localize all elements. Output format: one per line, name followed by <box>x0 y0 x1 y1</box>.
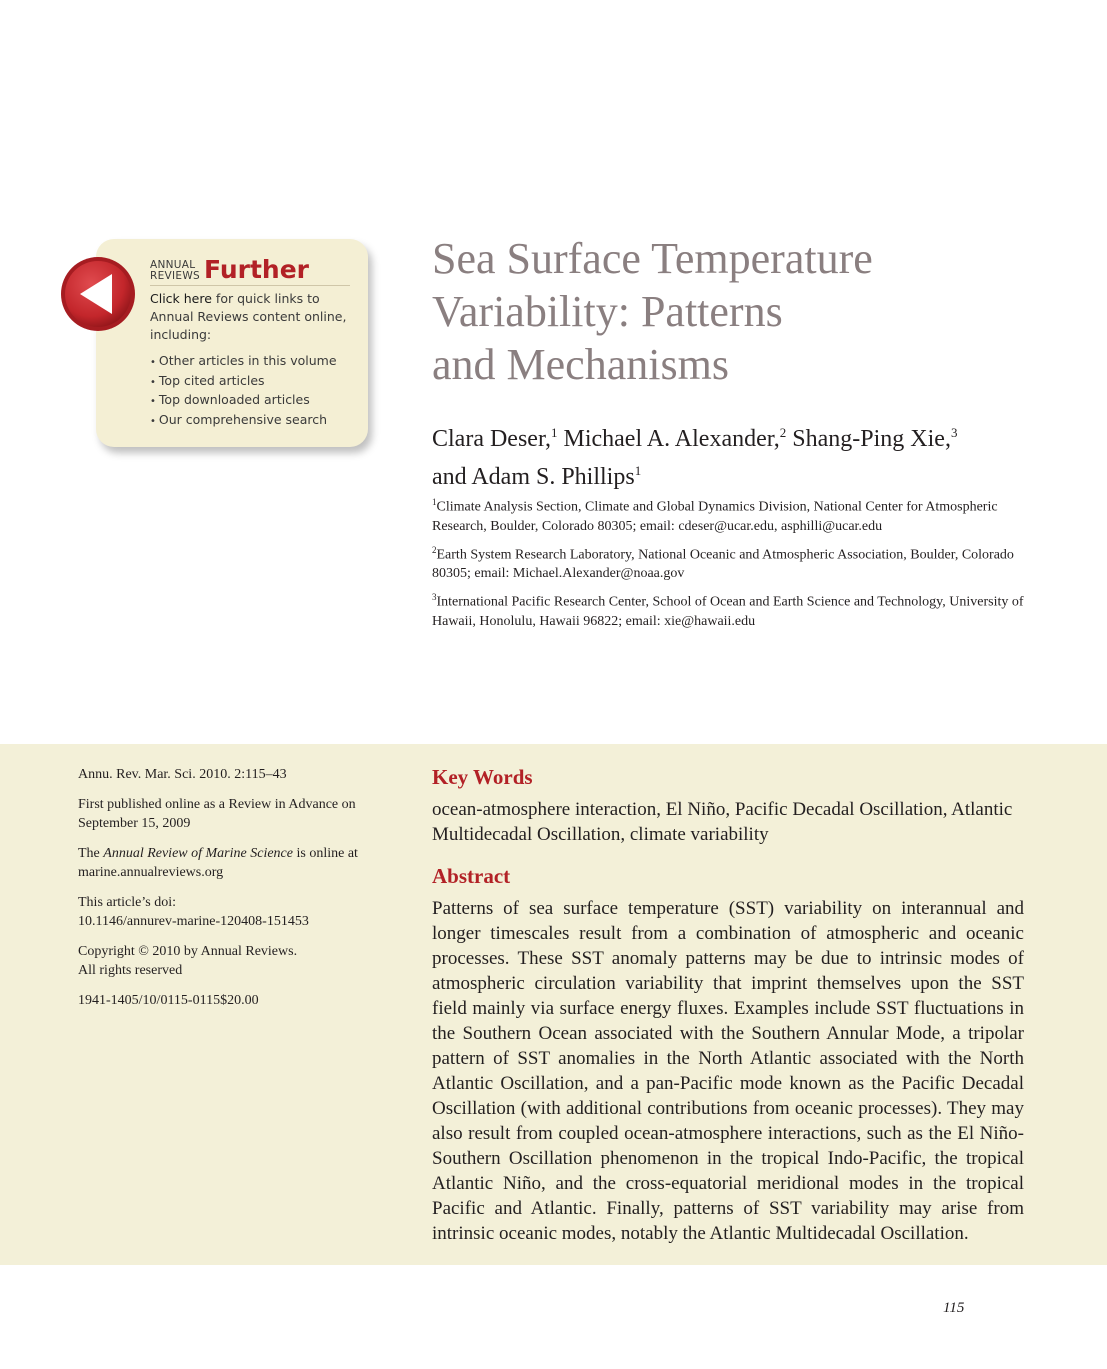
online-the: The <box>78 846 100 861</box>
copyright: Copyright © 2010 by Annual Reviews. <box>78 944 298 959</box>
keywords-heading: Key Words <box>432 765 533 789</box>
doi-label: This article’s doi: <box>78 895 176 910</box>
affiliation-text: International Pacific Research Center, School of Ocean and Earth Science and Technology, University of Hawaii, Honolulu, Hawaii 96822; email: xie@hawaii.edu <box>432 594 1024 629</box>
back-arrow-icon[interactable] <box>60 256 136 332</box>
affiliation-item <box>432 588 1032 631</box>
author-name: Clara Deser, <box>432 426 551 452</box>
author-affil-ref: 1 <box>550 425 558 440</box>
article-title <box>432 232 1052 391</box>
affiliation-number: 1 <box>432 497 437 507</box>
first-published: First published online as a Review in Advance on September 15, 2009 <box>78 797 356 831</box>
affiliation-item <box>432 493 1032 536</box>
affiliations <box>432 493 1032 636</box>
affiliation-item <box>432 541 1032 584</box>
publication-metadata <box>78 765 398 1021</box>
keywords-text: ocean-atmosphere interaction, El Niño, Pacific Decadal Oscillation, Atlantic Multidecadal Oscillation, climate variability <box>432 799 1013 845</box>
link-comprehensive-search[interactable]: • Our comprehensive search <box>150 411 350 431</box>
page-number: 115 <box>943 1300 965 1316</box>
brand-line-reviews: REVIEWS <box>150 270 200 282</box>
affiliation-number: 3 <box>432 592 437 603</box>
annual-reviews-logo <box>150 255 350 286</box>
affiliation-text: Climate Analysis Section, Climate and Global Dynamics Division, National Center for Atmospheric Research, Boulder, Colorado 80305; email: cdeser@ucar.edu, asphilli@ucar.edu <box>432 499 998 534</box>
affiliation-text: Earth System Research Laboratory, National Oceanic and Atmospheric Association, Boulder, Colorado 80305; email: Michael.Alexander@noaa.gov <box>432 547 1014 582</box>
title-line: and Mechanisms <box>432 340 729 389</box>
online-info <box>78 844 398 882</box>
link-other-articles[interactable]: • Other articles in this volume <box>150 352 350 372</box>
citation: Annu. Rev. Mar. Sci. 2010. 2:115–43 <box>78 767 287 782</box>
brand-further: Further <box>204 255 309 284</box>
author-affil-ref: 2 <box>779 425 787 440</box>
issn: 1941-1405/10/0115-0115$20.00 <box>78 993 259 1008</box>
online-at: is online at marine.annualreviews.org <box>78 846 358 880</box>
further-description-text: for quick links to Annual Reviews content online, including: <box>150 291 347 342</box>
author-list <box>432 417 1072 493</box>
author-name: and Adam S. Phillips <box>432 464 635 490</box>
author-affil-ref: 3 <box>950 425 958 440</box>
link-top-cited[interactable]: • Top cited articles <box>150 372 350 392</box>
doi-value[interactable]: 10.1146/annurev-marine-120408-151453 <box>78 914 309 929</box>
further-links-panel <box>150 255 350 430</box>
title-line: Sea Surface Temperature <box>432 234 873 283</box>
further-link-list <box>150 352 350 430</box>
title-line: Variability: Patterns <box>432 287 783 336</box>
author-affil-ref: 1 <box>634 463 642 478</box>
doi-block <box>78 893 398 931</box>
author-name: Michael A. Alexander, <box>563 426 780 452</box>
further-description <box>150 290 350 344</box>
brand-line-annual: ANNUAL <box>150 259 196 271</box>
rights: All rights reserved <box>78 963 183 978</box>
click-here-link[interactable]: Click here <box>150 291 212 306</box>
author-name: Shang-Ping Xie, <box>792 426 951 452</box>
abstract-text: Patterns of sea surface temperature (SST) variability on interannual and longer timescales result from a combination of atmospheric and oceanic processes. These SST anomaly patterns may be due to intrinsic modes of atmospheric circulation variability that imprint themselves upon the SST field mainly via surface energy fluxes. Examples include SST fluctuations in the Southern Ocean associated with the Southern Annular Mode, a tripolar pattern of SST anomalies in the North Atlantic associated with the North Atlantic Oscillation, and a pan-Pacific mode known as the Pacific Decadal Oscillation (with additional contributions from oceanic processes). They may also result from coupled ocean-atmosphere interactions, such as the El Niño-Southern Oscillation phenomenon in the tropical Indo-Pacific, the tropical Atlantic Niño, and the cross-equatorial meridional modes in the tropical Pacific and Atlantic. Finally, patterns of SST variability may arise from intrinsic oceanic modes, notably the Atlantic Multidecadal Oscillation. <box>432 898 1024 1244</box>
journal-name: Annual Review of Marine Science <box>103 846 293 861</box>
affiliation-number: 2 <box>432 544 437 555</box>
abstract-heading: Abstract <box>432 864 511 888</box>
link-top-downloaded[interactable]: • Top downloaded articles <box>150 391 350 411</box>
copyright-block <box>78 942 398 980</box>
